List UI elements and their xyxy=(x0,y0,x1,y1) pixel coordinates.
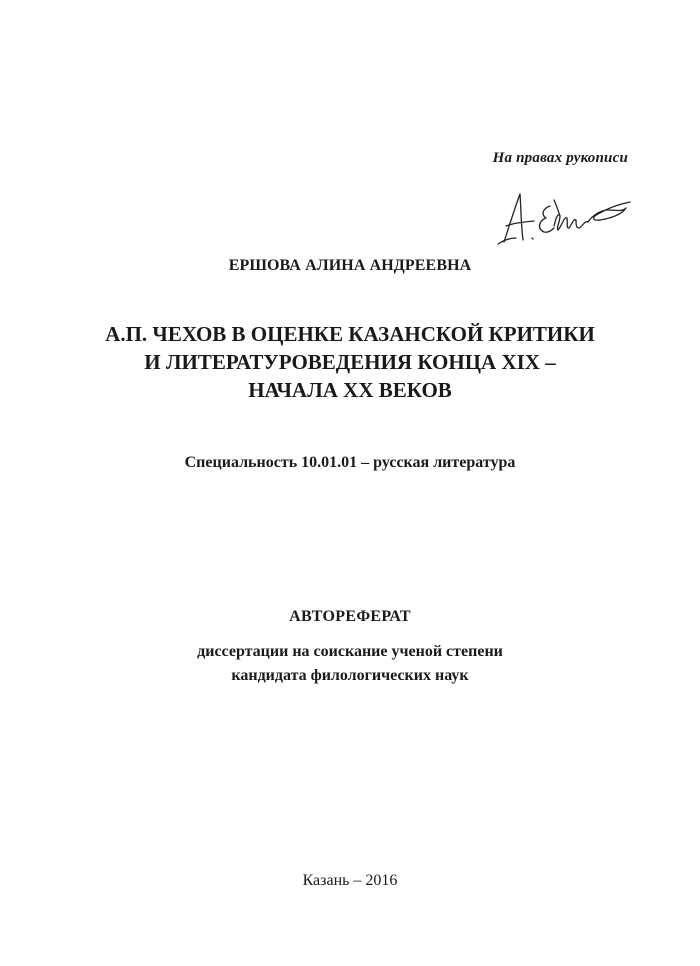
title-line: А.П. ЧЕХОВ В ОЦЕНКЕ КАЗАНСКОЙ КРИТИКИ xyxy=(105,322,595,346)
title-line: НАЧАЛА XX ВЕКОВ xyxy=(248,378,452,402)
purpose-line: диссертации на соискание ученой степени xyxy=(197,643,503,660)
purpose-line: кандидата филологических наук xyxy=(231,667,469,684)
rights-note: На правах рукописи xyxy=(492,150,628,166)
place-year: Казань – 2016 xyxy=(302,872,398,889)
specialty: Специальность 10.01.01 – русская литература xyxy=(184,454,516,471)
title-line: И ЛИТЕРАТУРОВЕДЕНИЯ КОНЦА XIX – xyxy=(144,350,556,374)
signature-image xyxy=(494,186,634,248)
degree-purpose xyxy=(0,640,700,688)
author-name: ЕРШОВА АЛИНА АНДРЕЕВНА xyxy=(228,257,472,274)
document-type: АВТОРЕФЕРАТ xyxy=(289,608,411,625)
dissertation-title xyxy=(60,320,640,404)
